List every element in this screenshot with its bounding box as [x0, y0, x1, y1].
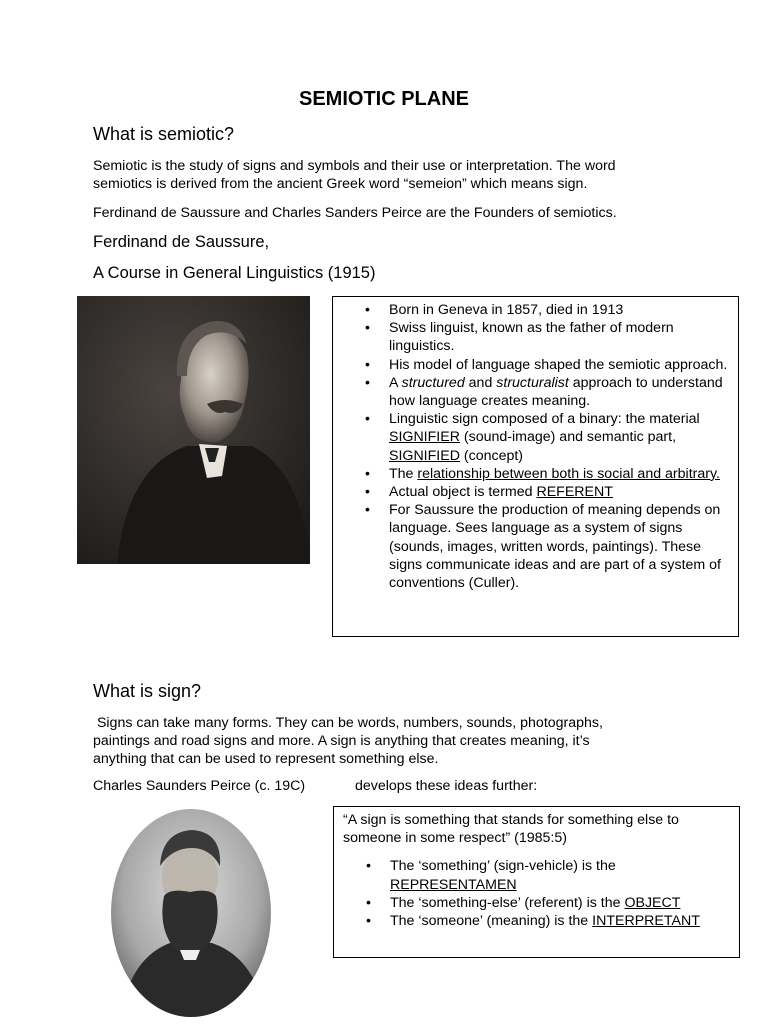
list-item: • Born in Geneva in 1857, died in 1913: [365, 302, 624, 318]
peirce-portrait: [110, 808, 272, 1018]
sign-paragraph-line1: Signs can take many forms. They can be words, numbers, sounds, photographs,: [93, 715, 603, 731]
saussure-facts-list: [365, 301, 730, 592]
peirce-develops: develops these ideas further:: [355, 778, 538, 794]
list-item: • The ‘something-else’ (referent) is the OBJECT: [366, 894, 681, 911]
list-item: • For Saussure the production of meaning depends on language. Sees language as a system of signs (sounds, images, written words, paintings). These signs communicate ideas and are part of a system of conventions (Culler).: [365, 502, 721, 592]
heading-what-is-sign: What is sign?: [93, 681, 202, 701]
sign-paragraph-line3: anything that can be used to represent something else.: [93, 751, 439, 767]
founders-paragraph: Ferdinand de Saussure and Charles Sanders Peirce are the Founders of semiotics.: [93, 205, 617, 221]
peirce-name: Charles Saunders Peirce (c. 19C): [93, 778, 306, 794]
saussure-course: A Course in General Linguistics (1915): [93, 264, 376, 282]
peirce-quote: “A sign is something that stands for something else to someone in some respect” (1985:5): [343, 812, 679, 847]
signified-term: SIGNIFIED: [389, 447, 460, 464]
peirce-definition-box: [333, 806, 740, 958]
object-term: OBJECT: [624, 894, 681, 911]
representamen-term: REPRESENTAMEN: [390, 876, 517, 893]
page-title: SEMIOTIC PLANE: [298, 88, 469, 110]
semiotic-definition-line2: semiotics is derived from the ancient Greek word “semeion” which means sign.: [93, 176, 588, 192]
referent-term: REFERENT: [536, 484, 613, 501]
list-item: • His model of language shaped the semiotic approach.: [365, 356, 728, 373]
list-item: • A structured and structuralist approach to understand how language creates meaning.: [365, 374, 723, 410]
saussure-portrait: [77, 296, 310, 564]
semiotic-definition-line1: Semiotic is the study of signs and symbols and their use or interpretation. The word: [93, 158, 616, 174]
list-item: • The ‘something’ (sign-vehicle) is the REPRESENTAMEN: [366, 858, 616, 893]
list-item: • The relationship between both is social and arbitrary.: [365, 465, 720, 482]
saussure-facts-box: [332, 296, 739, 637]
signifier-term: SIGNIFIER: [389, 429, 460, 446]
heading-what-is-semiotic: What is semiotic?: [93, 124, 235, 144]
list-item: • Actual object is termed REFERENT: [365, 484, 613, 501]
list-item: • The ‘someone’ (meaning) is the INTERPRETANT: [366, 913, 700, 930]
list-item: • Swiss linguist, known as the father of modern linguistics.: [365, 320, 674, 355]
peirce-terms-list: [343, 857, 731, 930]
interpretant-term: INTERPRETANT: [592, 913, 700, 930]
saussure-name: Ferdinand de Saussure,: [93, 233, 270, 251]
list-item: • Linguistic sign composed of a binary: the material SIGNIFIER (sound-image) and semantic part, SIGNIFIED (concept): [365, 411, 700, 464]
sign-paragraph-line2: paintings and road signs and more. A sign is anything that creates meaning, it’s: [93, 733, 590, 749]
